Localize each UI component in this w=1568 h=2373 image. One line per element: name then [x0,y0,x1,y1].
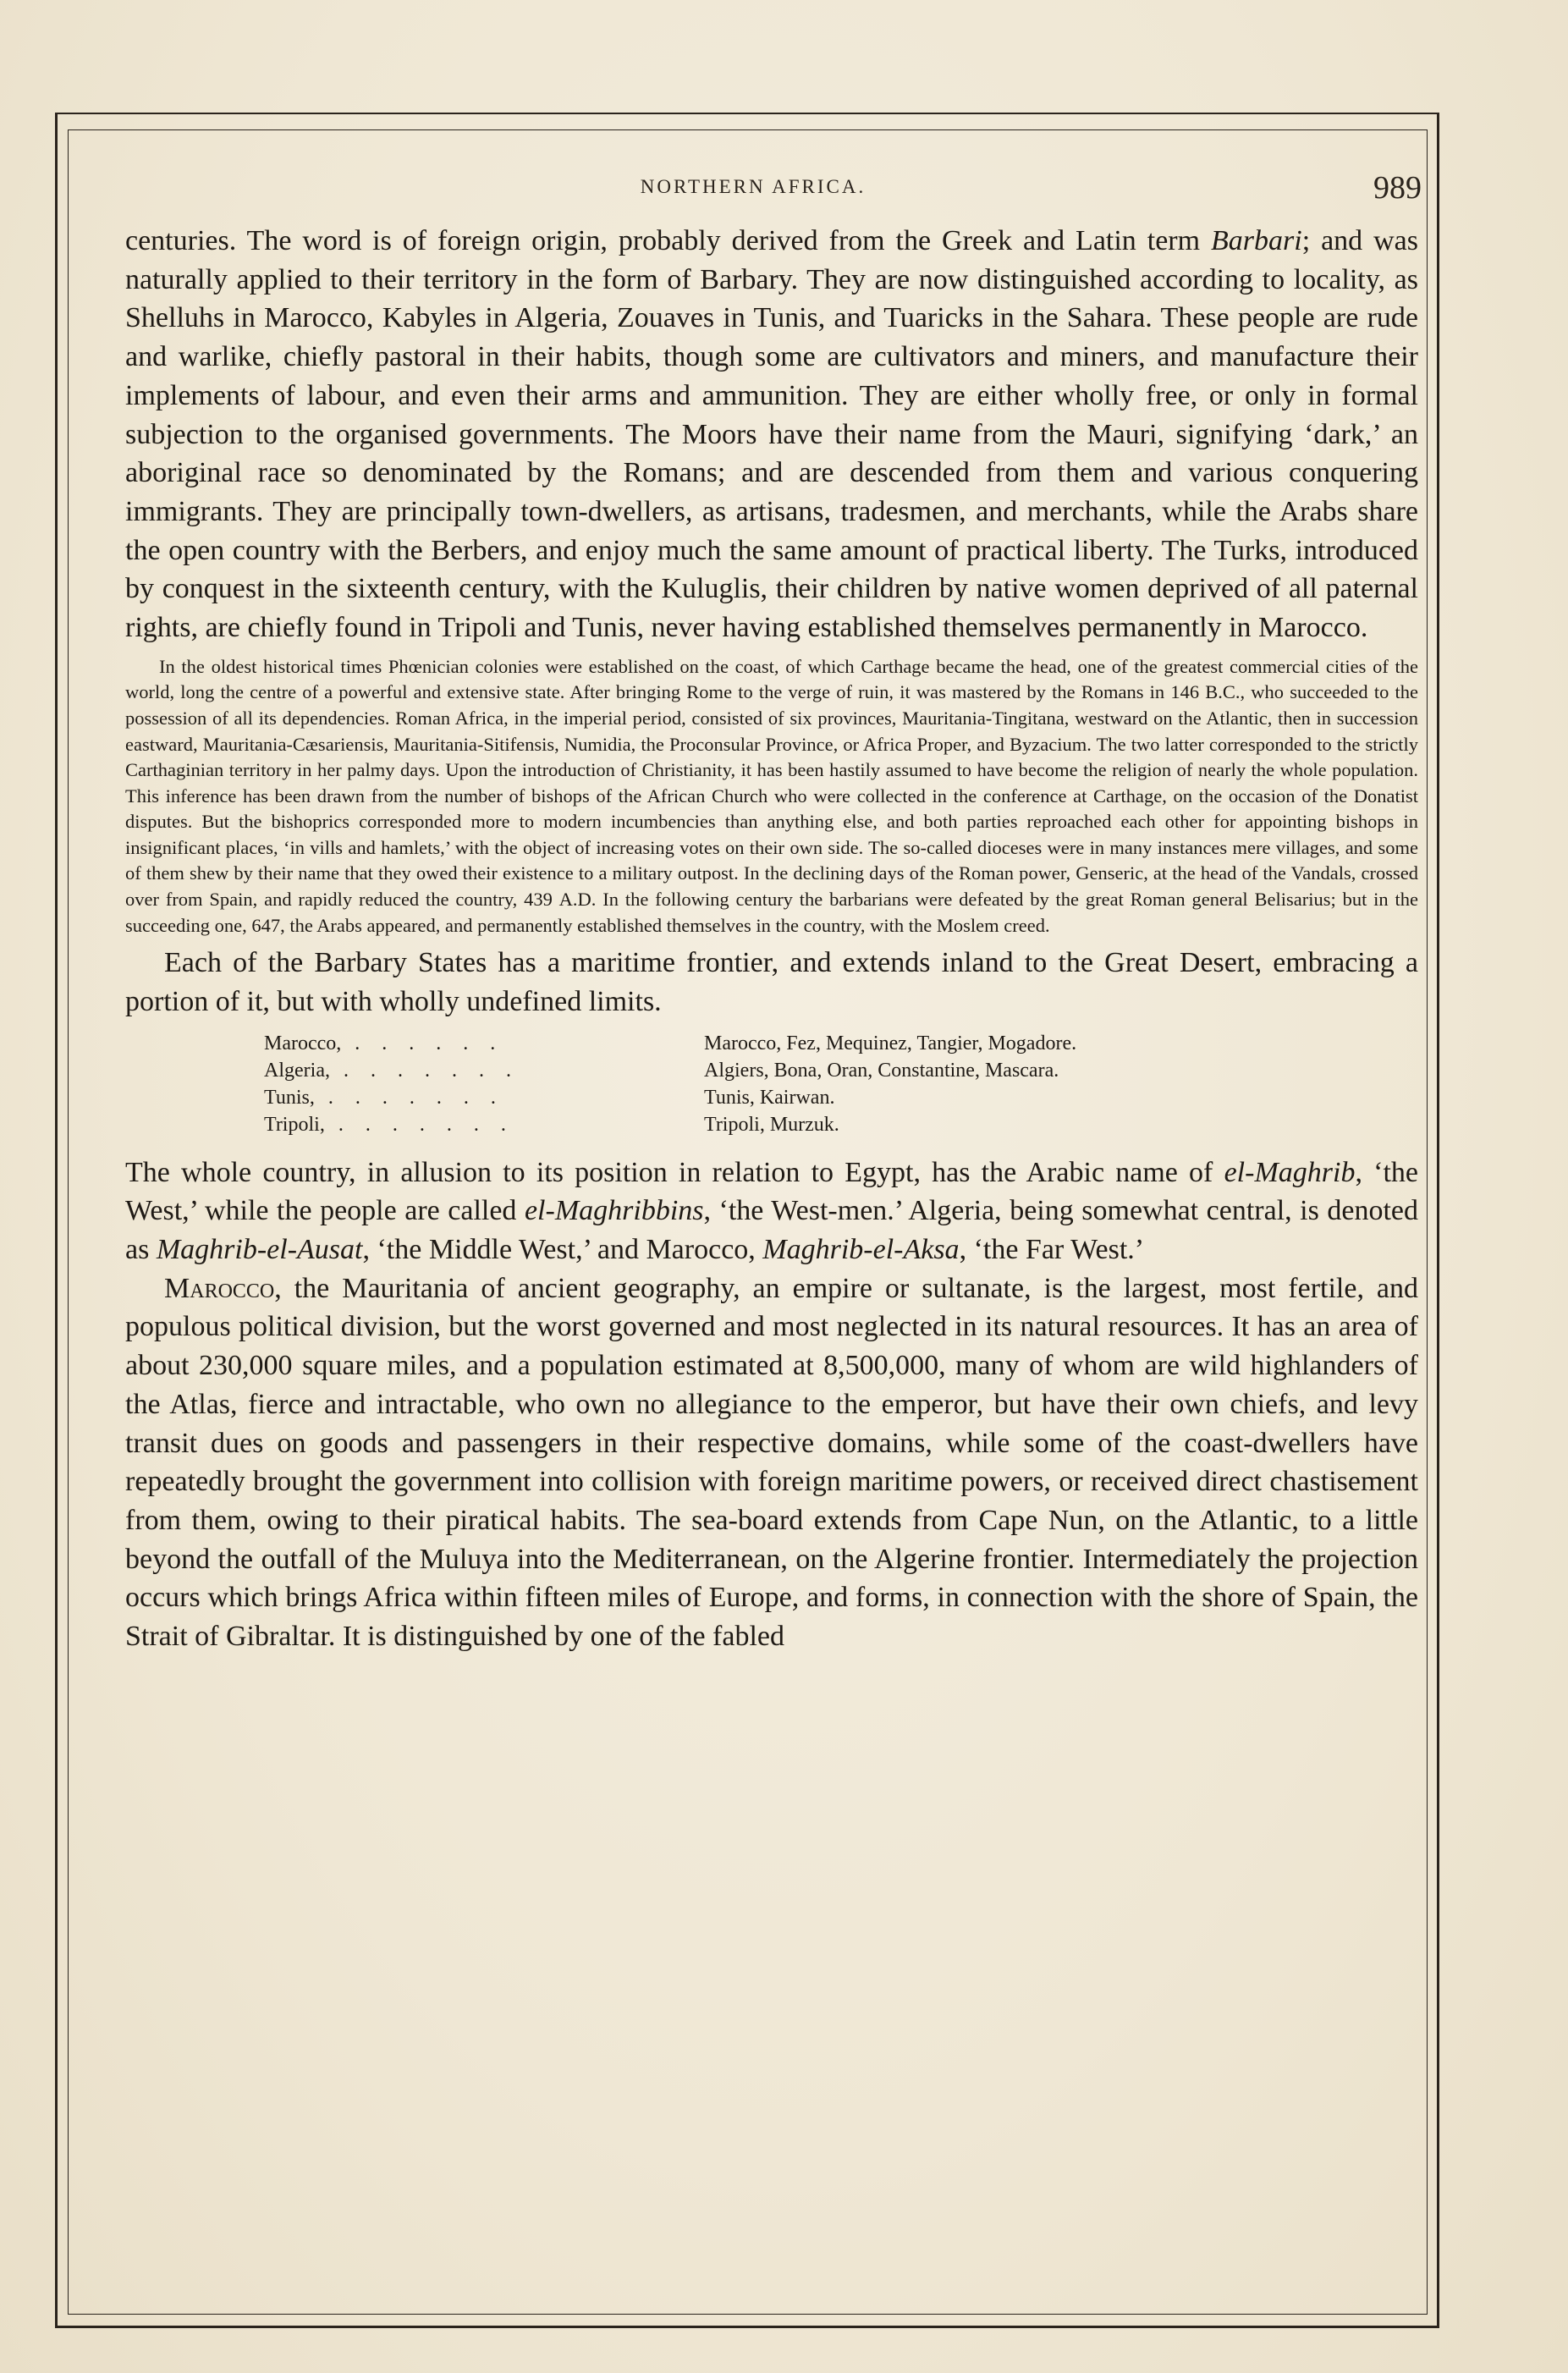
text-run: In the oldest historical times Phœnician colonies were established on the coast, of which Carthage became the head, one of the greatest commercial cities of the world, long the centre of a powerful and extensive state. After bringing Rome to the verge of ruin, it was mastered by the Romans in 146 [125,655,1418,703]
state-row [264,1030,1418,1057]
state-cities: Tunis, Kairwan. [704,1086,835,1109]
paragraph-barbary-states: Each of the Barbary States has a maritime frontier, and extends inland to the Great Desert, embracing a portion of it, but with wholly undefined limits. [125,947,1418,1017]
state-name: Marocco, [264,1032,342,1054]
text-run: , ‘the Middle West,’ and Marocco, [362,1234,763,1266]
dot-leader: . . . . . . [341,1032,504,1054]
page-number: 989 [1373,170,1422,206]
text-run: The whole country, in allusion to its position in relation to Egypt, has the Arabic name of [125,1156,1224,1188]
dot-leader: . . . . . . . [329,1059,520,1082]
running-title: NORTHERN AFRICA. [640,176,867,197]
era-abbrev: B.C. [1205,681,1241,703]
state-row [264,1084,1418,1111]
italic-term: Maghrib-el-Aksa [762,1234,960,1266]
text-run: , the Mauritania of ancient geography, an empire or sultanate, is the largest, most fertile, and populous political division, but the worst governed and most neglected in its natural resources. It has an area of about 230,000 square miles, and a population estimated at 8,500,000, many of whom are wild highlanders of the Atlas, fierce and intractable, who own no allegiance to the emperor, but have their own chiefs, and levy transit dues on goods and passengers in their respective domains, while some of the coast-dwellers have repeatedly brought the government into collision with foreign maritime powers, or received direct chastisement from them, owing to their piratical habits. The sea-board extends from Cape Nun, on the Atlantic, to a little beyond the outfall of the Muluya into the Mediterranean, on the Algerine frontier. Intermediately the projection occurs which brings Africa within fifteen miles of Europe, and forms, in connection with the shore of Spain, the Strait of Gibraltar. It is distinguished by one of the fabled [125,1272,1418,1653]
text-run: In the following century the barbarians were defeated by the great Roman general Belisarius; but in the succeeding one, 647, the Arabs appeared, and permanently established themselves in the country, with the Moslem creed. [125,889,1418,936]
paragraph-marocco [125,1269,1418,1656]
era-abbrev: A.D. [558,889,597,911]
state-cities: Tripoli, Murzuk. [704,1113,839,1136]
italic-term: Maghrib-el-Ausat [156,1234,363,1266]
paragraph-maghrib-names [125,1153,1418,1269]
historical-note [125,654,1418,939]
state-cities: Marocco, Fez, Mequinez, Tangier, Mogadore. [704,1032,1077,1054]
state-name: Algeria, [264,1059,330,1082]
section-lead-word: Marocco [164,1272,275,1304]
state-name: Tunis, [264,1086,315,1109]
state-cities: Algiers, Bona, Oran, Constantine, Mascara. [704,1059,1059,1082]
page-body [125,222,1418,1656]
paragraph-barbary-peoples [125,222,1418,647]
text-run: , ‘the Far West.’ [959,1234,1145,1266]
page-header [85,169,1422,212]
text-run: centuries. The word is of foreign origin, probably derived from the Greek and Latin term [125,225,1211,256]
state-row [264,1111,1418,1138]
dot-leader: . . . . . . . [324,1113,514,1136]
italic-term: el-Maghrib [1224,1156,1356,1188]
states-table [264,1030,1418,1138]
text-run: , ‘the West,’ while the people are called [125,1156,1418,1227]
italic-term: Barbari [1211,225,1302,256]
text-run: , who succeeded to the possession of all its dependencies. Roman Africa, in the imperial period, consisted of six provinces, Mauritania-Tingitana, westward on the Atlantic, then in succession eastward, Mauritania-Cæsariensis, Mauritania-Sitifensis, Numidia, the Proconsular Province, or Africa Proper, and Byzacium. The two latter corresponded to the strictly Carthaginian territory in her palmy days. Upon the introduction of Christianity, it has been hastily assumed to have become the religion of nearly the whole population. This inference has been drawn from the number of bishops of the African Church who were collected in the conference at Carthage, on the occasion of the Donatist disputes. But the bishoprics corresponded more to modern incumbencies than anything else, and both parties reproached each other for appointing bishops in insignificant places, ‘in vills and hamlets,’ with the object of increasing votes on their own side. The so-called dioceses were in many instances mere villages, and some of them shew by their name that they owed their existence to a military outpost. In the declining days of the Roman power, Genseric, at the head of the Vandals, crossed over from Spain, and rapidly reduced the country, 439 [125,681,1418,911]
state-name: Tripoli, [264,1113,325,1136]
state-row [264,1057,1418,1084]
dot-leader: . . . . . . . [314,1086,504,1109]
italic-term: el-Maghribbins [524,1195,704,1227]
text-run: , ‘the West-men.’ Algeria, being somewhat central, is denoted as [125,1195,1418,1266]
text-run: ; and was naturally applied to their territory in the form of Barbary. They are now distinguished according to locality, as Shelluhs in Marocco, Kabyles in Algeria, Zouaves in Tunis, and Tuaricks in the Sahara. These people are rude and warlike, chiefly pastoral in their habits, though some are cultivators and miners, and manufacture their implements of labour, and even their arms and ammunition. They are either wholly free, or only in formal subjection to the organised governments. The Moors have their name from the Mauri, signifying ‘dark,’ an aboriginal race so denominated by the Romans; and are descended from them and various conquering immigrants. They are principally town-dwellers, as artisans, tradesmen, and merchants, while the Arabs share the open country with the Berbers, and enjoy much the same amount of practical liberty. The Turks, introduced by conquest in the sixteenth century, with the Kuluglis, their children by native women deprived of all paternal rights, are chiefly found in Tripoli and Tunis, never having established themselves permanently in Marocco. [125,225,1418,644]
